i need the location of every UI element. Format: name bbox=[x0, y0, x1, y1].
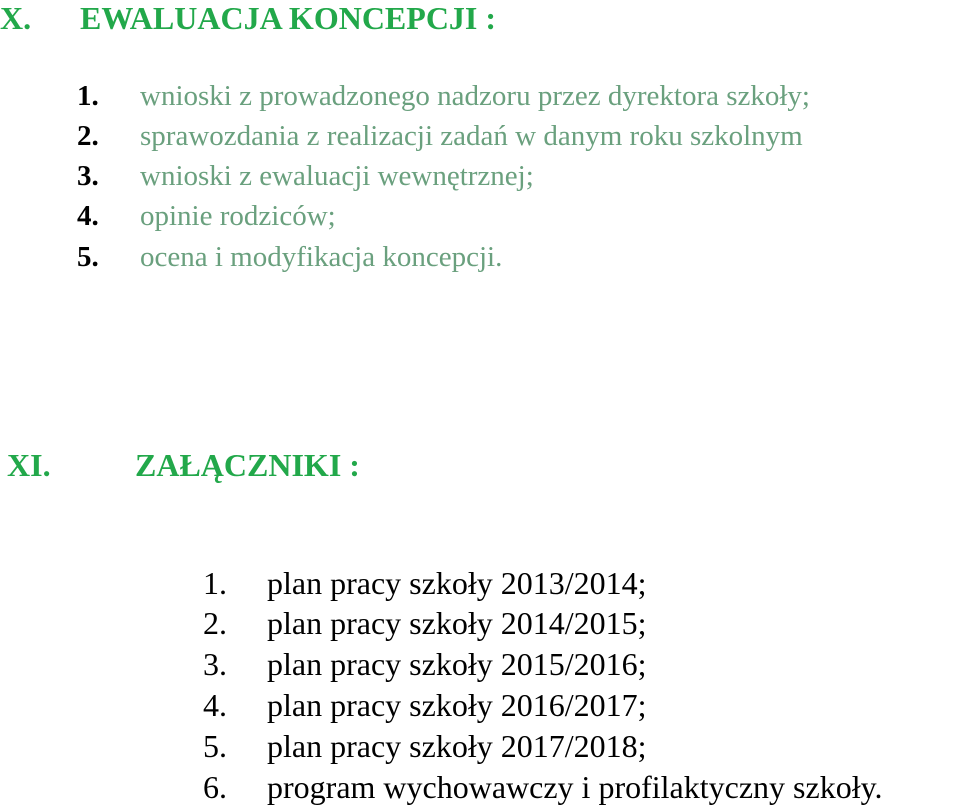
list-item-number: 2. bbox=[77, 120, 99, 152]
list-item-text: ocena i modyfikacja koncepcji. bbox=[140, 241, 503, 273]
list-item-number: 4. bbox=[203, 687, 227, 723]
section-x-title: EWALUACJA KONCEPCJI : bbox=[80, 0, 497, 36]
list-item-text: wnioski z prowadzonego nadzoru przez dyrektora szkoły; bbox=[140, 80, 810, 112]
section-x-number: X. bbox=[0, 0, 32, 36]
list-item-number: 1. bbox=[77, 80, 99, 112]
list-item-text: sprawozdania z realizacji zadań w danym roku szkolnym bbox=[140, 120, 803, 152]
list-item-number: 3. bbox=[203, 646, 227, 682]
list-item-number: 2. bbox=[203, 605, 227, 641]
list-item-text: plan pracy szkoły 2017/2018; bbox=[267, 728, 647, 764]
list-item-text: plan pracy szkoły 2013/2014; bbox=[267, 565, 647, 601]
list-item-text: opinie rodziców; bbox=[140, 200, 336, 232]
list-item-text: wnioski z ewaluacji wewnętrznej; bbox=[140, 160, 534, 192]
section-xi-title: ZAŁĄCZNIKI : bbox=[135, 447, 360, 483]
list-item-text: plan pracy szkoły 2015/2016; bbox=[267, 646, 647, 682]
list-item-text: program wychowawczy i profilaktyczny szkoły. bbox=[267, 769, 883, 805]
section-xi-number: XI. bbox=[7, 447, 51, 483]
list-item-number: 1. bbox=[203, 565, 227, 601]
list-item-number: 3. bbox=[77, 160, 99, 192]
list-item-text: plan pracy szkoły 2014/2015; bbox=[267, 605, 647, 641]
list-item-number: 6. bbox=[203, 769, 227, 805]
list-item-text: plan pracy szkoły 2016/2017; bbox=[267, 687, 647, 723]
list-item-number: 5. bbox=[203, 728, 227, 764]
list-item-number: 5. bbox=[77, 241, 99, 273]
list-item-number: 4. bbox=[77, 200, 99, 232]
